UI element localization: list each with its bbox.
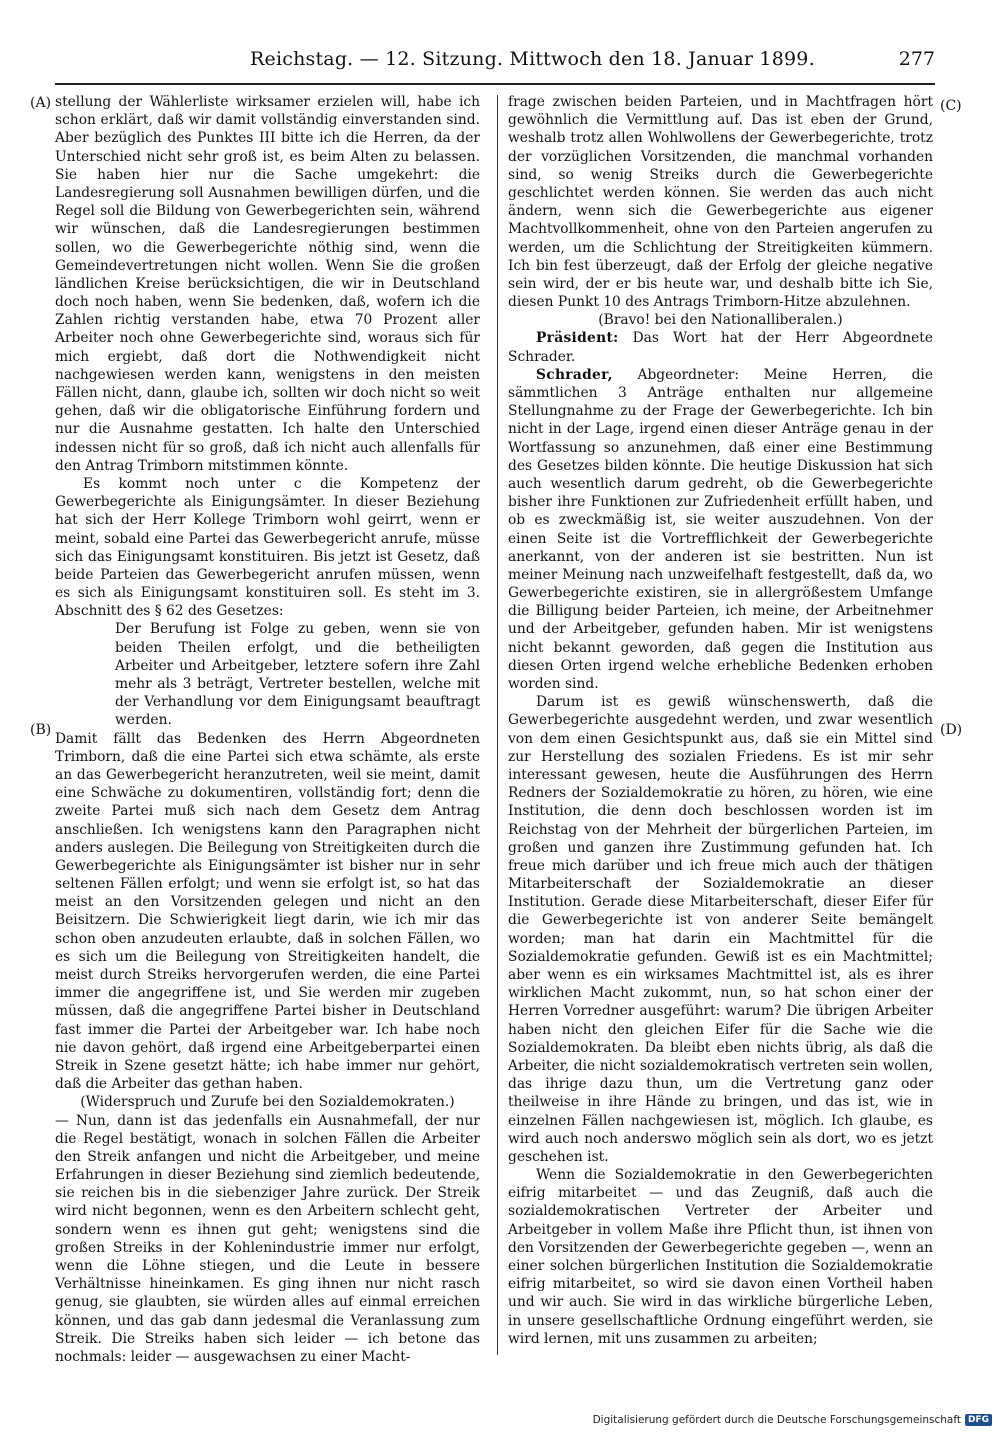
paragraph: Es kommt noch unter c die Kompetenz der Gewerbegerichte als Einigungsämter. In dieser Beziehung hat sich der Herr Kollege Trimborn wohl geirrt, wenn er meint, sobald eine Partei das Gewerbegericht anrufe, müsse sich das Einigungsamt konstituiren. Bis jetzt ist Gesetz, daß beide Parteien das Gewerbegericht anrufen müssen, wenn es sich als Einigungsamt konstituiren soll. Es steht im 3. Abschnitt des § 62 des Gesetzes:: [55, 475, 480, 620]
president-text: Das Wort hat der Herr Abgeordnete Schrader.: [508, 330, 933, 365]
digitization-credit: [593, 1414, 992, 1426]
margin-mark-b: (B): [30, 722, 52, 738]
paragraph: Damit fällt das Bedenken des Herrn Abgeordneten Trimborn, daß die eine Partei sich etwa schämte, als erste an das Gewerbegericht heranzutreten, weil sie meint, damit eine Schwäche zu dokumentiren, vollständig fort; denn die zweite Partei muß sich nach dem Gesetz dem Antrag anschließen. Ich wenigstens kann den Paragraphen nicht anders auslegen. Die Beilegung von Streitigkeiten durch die Gewerbegerichte als Einigungsämter ist bisher nur in sehr seltenen Fällen erfolgt; und wenn sie erfolgt ist, so hat das meist an den Vorsitzenden gelegen und nicht an den Beisitzern. Die Schwierigkeit liegt darin, wie ich mir das schon oben anzudeuten erlaubte, daß in solchen Fällen, wo es sich um die Beilegung von Streitigkeiten handelt, die meist durch Streiks hervorgerufen werden, die eine Partei immer die angegriffene ist, und Sie werden mir zugeben müssen, daß die angegriffene Partei bisher in Deutschland fast immer die Partei der Arbeitgeber war. Ich habe noch nie davon gehört, daß irgend eine Arbeitgeberpartei einen Streik in Szene gesetzt hätte; ich habe immer nur gehört, daß die Arbeiter das gethan haben.: [55, 730, 480, 1093]
header-rule: [55, 83, 935, 85]
president-remark: [508, 329, 933, 365]
right-column: [508, 93, 933, 1348]
speech-text: Abgeordneter: Meine Herren, die sämmtlichen 3 Anträge enthalten nur allgemeine Stellungnahme zu der Frage der Gewerbegerichte. Ich bin nicht in der Lage, irgend einen dieser Anträge genau in der Wortfassung so anzunehmen, daß einer eine Bestimmung des Gesetzes bilden könnte. Die heutige Diskussion hat sich auch wesentlich darum gedreht, ob die Gewerbegerichte bisher ihre Funktionen zur Zufriedenheit erfüllt haben, und ob es zweckmäßig ist, sie weiter auszudehnen. Von der einen Seite ist die Vortrefflichkeit der Gewerbegerichte anerkannt, von der anderen ist sie bestritten. Nun ist meiner Meinung nach unzweifelhaft festgestellt, daß da, wo Gewerbegerichte existiren, sie in allergrößestem Umfange die Billigung beider Parteien, ich meine, der Arbeitnehmer und der Arbeitgeber, gefunden haben. Mir ist wenigstens nicht bekannt geworden, daß gegen die Institution aus diesen Orten irgend welche erhebliche Bedenken erhoben worden sind.: [508, 366, 933, 692]
credit-text: Digitalisierung gefördert durch die Deutsche Forschungsgemeinschaft: [592, 1414, 961, 1426]
paragraph: — Nun, dann ist das jedenfalls ein Ausnahmefall, der nur die Regel bestätigt, wonach in solchen Fällen die Arbeiter den Streik anfangen und nicht die Arbeitgeber, und meine Erfahrungen in dieser Beziehung sind ziemlich bedeutende, sie reichen bis in die siebenziger Jahre zurück. Der Streik wird nicht begonnen, wenn es den Arbeitern schlecht geht, sondern wenn es ihnen gut geht; wenigstens sind die großen Streiks in der Kohlenindustrie immer nur erfolgt, wenn die Löhne stiegen, und die Leute in bessere Verhältnisse hineinkamen. Es ging ihnen nur nicht rasch genug, sie glaubten, sie würden alles auf einmal erreichen können, und das gab dann jedesmal die Veranlassung zum Streik. Die Streiks haben sich leider — ich betone das nochmals: leider — ausgewachsen zu einer Macht-: [55, 1112, 480, 1365]
margin-mark-a: (A): [30, 95, 52, 111]
left-column: [55, 93, 480, 1366]
paragraph: Wenn die Sozialdemokratie in den Gewerbegerichten eifrig mitarbeitet — und das Zeugniß, daß auch die sozialdemokratischen Vertreter der Arbeiter und Arbeitgeber in vollem Maße ihre Pflicht thun, ist ihnen von den Vorsitzenden der Gewerbegerichte gegeben —, wenn an einer solchen bürgerlichen Institution die Sozialdemokratie eifrig mitarbeitet, so wird sie davon einen Vortheil haben und wir auch. Sie wird in das wirkliche bürgerliche Leben, in unsere gesellschaftliche Ordnung eingeführt werden, sie wird lernen, mit uns zusammen zu arbeiten;: [508, 1167, 934, 1347]
running-title: Reichstag. — 12. Sitzung. Mittwoch den 18. Januar 1899.: [250, 48, 815, 70]
speaker-label-president: Präsident:: [536, 330, 619, 347]
applause-note: (Bravo! bei den Nationalliberalen.): [598, 312, 843, 329]
page-number: 277: [898, 48, 935, 70]
page-header: [20, 48, 935, 80]
margin-mark-c: (C): [940, 98, 962, 114]
speech-paragraph: [508, 366, 933, 693]
margin-mark-d: (D): [940, 722, 963, 738]
paragraph: stellung der Wählerliste wirksamer erzielen will, habe ich schon erklärt, daß wir damit vollständig einverstanden sind. Aber bezüglich des Punktes III bitte ich die Herren, da der Unterschied nicht sehr groß ist, es beim Alten zu belassen. Sie haben hier nur die Sache umgekehrt: die Landesregierung soll Ausnahmen bewilligen dürfen, und die Regel soll die Bildung von Gewerbegerichten sein, während wir wünschen, daß die Landesregierungen bestimmen sollen, wo die Gewerbegerichte nöthig sind, wenn die Gemeindevertretungen nicht wollen. Wenn Sie die großen ländlichen Kreise berücksichtigen, die wir in Deutschland doch noch haben, wenn Sie bedenken, daß, wofern ich die Zahlen richtig verstanden habe, etwa 70 Prozent aller Arbeiter noch ohne Gewerbegerichte sind, woraus sich für mich ergiebt, daß dort die Nothwendigkeit nicht nachgewiesen werden kann, wenigstens in den meisten Fällen nicht, dann, glaube ich, sollten wir doch nicht so weit gehen, daß wir die obligatorische Einführung fordern und nur die Ausnahme gestatten. Ich halte den Unterschied indessen nicht für so groß, daß ich nicht auch allenfalls für den Antrag Trimborn mitstimmen könnte.: [55, 94, 480, 474]
paragraph: frage zwischen beiden Parteien, und in Machtfragen hört gewöhnlich die Vermittlung auf. Das ist eben der Grund, weshalb trotz allen Wohlwollens der Gewerbegerichte, trotz der vorzüglichen Vorsitzenden, die manchmal vorhanden sind, so wenig Streiks durch die Gewerbegerichte geschlichtet werden können. Sie werden das auch nicht ändern, wenn sich die Gewerbegerichte aus eigener Machtvollkommenheit, ohne von den Parteien angerufen zu werden, um die Schlichtung der Streitigkeiten kümmern. Ich bin fest überzeugt, daß der Erfolg der gleiche negative sein wird, der er bis heute war, und deshalb bitte ich Sie, diesen Punkt 10 des Antrags Trimborn-Hitze abzulehnen.: [508, 94, 933, 311]
speaker-label-schrader: Schrader,: [536, 366, 613, 383]
interjection: (Widerspruch und Zurufe bei den Sozialdemokraten.): [80, 1094, 455, 1111]
law-quotation: Der Berufung ist Folge zu geben, wenn sie von beiden Theilen erfolgt, und die betheiligten Arbeiter und Arbeitgeber, letztere sofern ihre Zahl mehr als 3 beträgt, Vertreter bestellen, welche mit der Verhandlung vor dem Einigungsamt beauftragt werden.: [115, 621, 480, 729]
column-divider: [497, 95, 498, 1355]
dfg-logo: DFG: [965, 1414, 992, 1426]
paragraph: Darum ist es gewiß wünschenswerth, daß die Gewerbegerichte ausgedehnt werden, und zwar wesentlich von dem einen Gesichtspunkt aus, daß sie ein Mittel sind zur Herstellung des sozialen Friedens. Es ist mir sehr interessant gewesen, heute die Ausführungen des Herrn Redners der Sozialdemokratie zu hören, zu hören, wie eine Institution, die denn doch beschlossen worden ist im Reichstag von der Mehrheit der bürgerlichen Parteien, im großen und ganzen ihre Zustimmung gefunden hat. Ich freue mich darüber und ich freue mich auch der thätigen Mitarbeiterschaft der Sozialdemokratie an dieser Institution. Gerade diese Mitarbeiterschaft, dieser Eifer für die Gewerbegerichte ist von anderer Seite bemängelt worden; man hat darin ein Machtmittel für die Sozialdemokratie gefunden. Gewiß ist es ein Machtmittel; aber wenn es ein wirksames Machtmittel ist, als es ihrer wirklichen Macht zukommt, nun, so hat schon einer der Herren Vorredner ausgeführt: warum? Die übrigen Arbeiter haben nicht den gleichen Eifer für die Sache wie die Sozialdemokraten. Da bleibt eben nichts übrig, als daß die Arbeiter, die nicht sozialdemokratisch vertreten sein wollen, das ihrige dazu thun, um die Vertretung ganz oder theilweise in ihre Hände zu bringen, und das ist, wie in einzelnen Fällen nachgewiesen ist, möglich. Ich glaube, es wird auch noch anderswo möglich sein als dort, wo es jetzt geschehen ist.: [508, 694, 933, 1165]
